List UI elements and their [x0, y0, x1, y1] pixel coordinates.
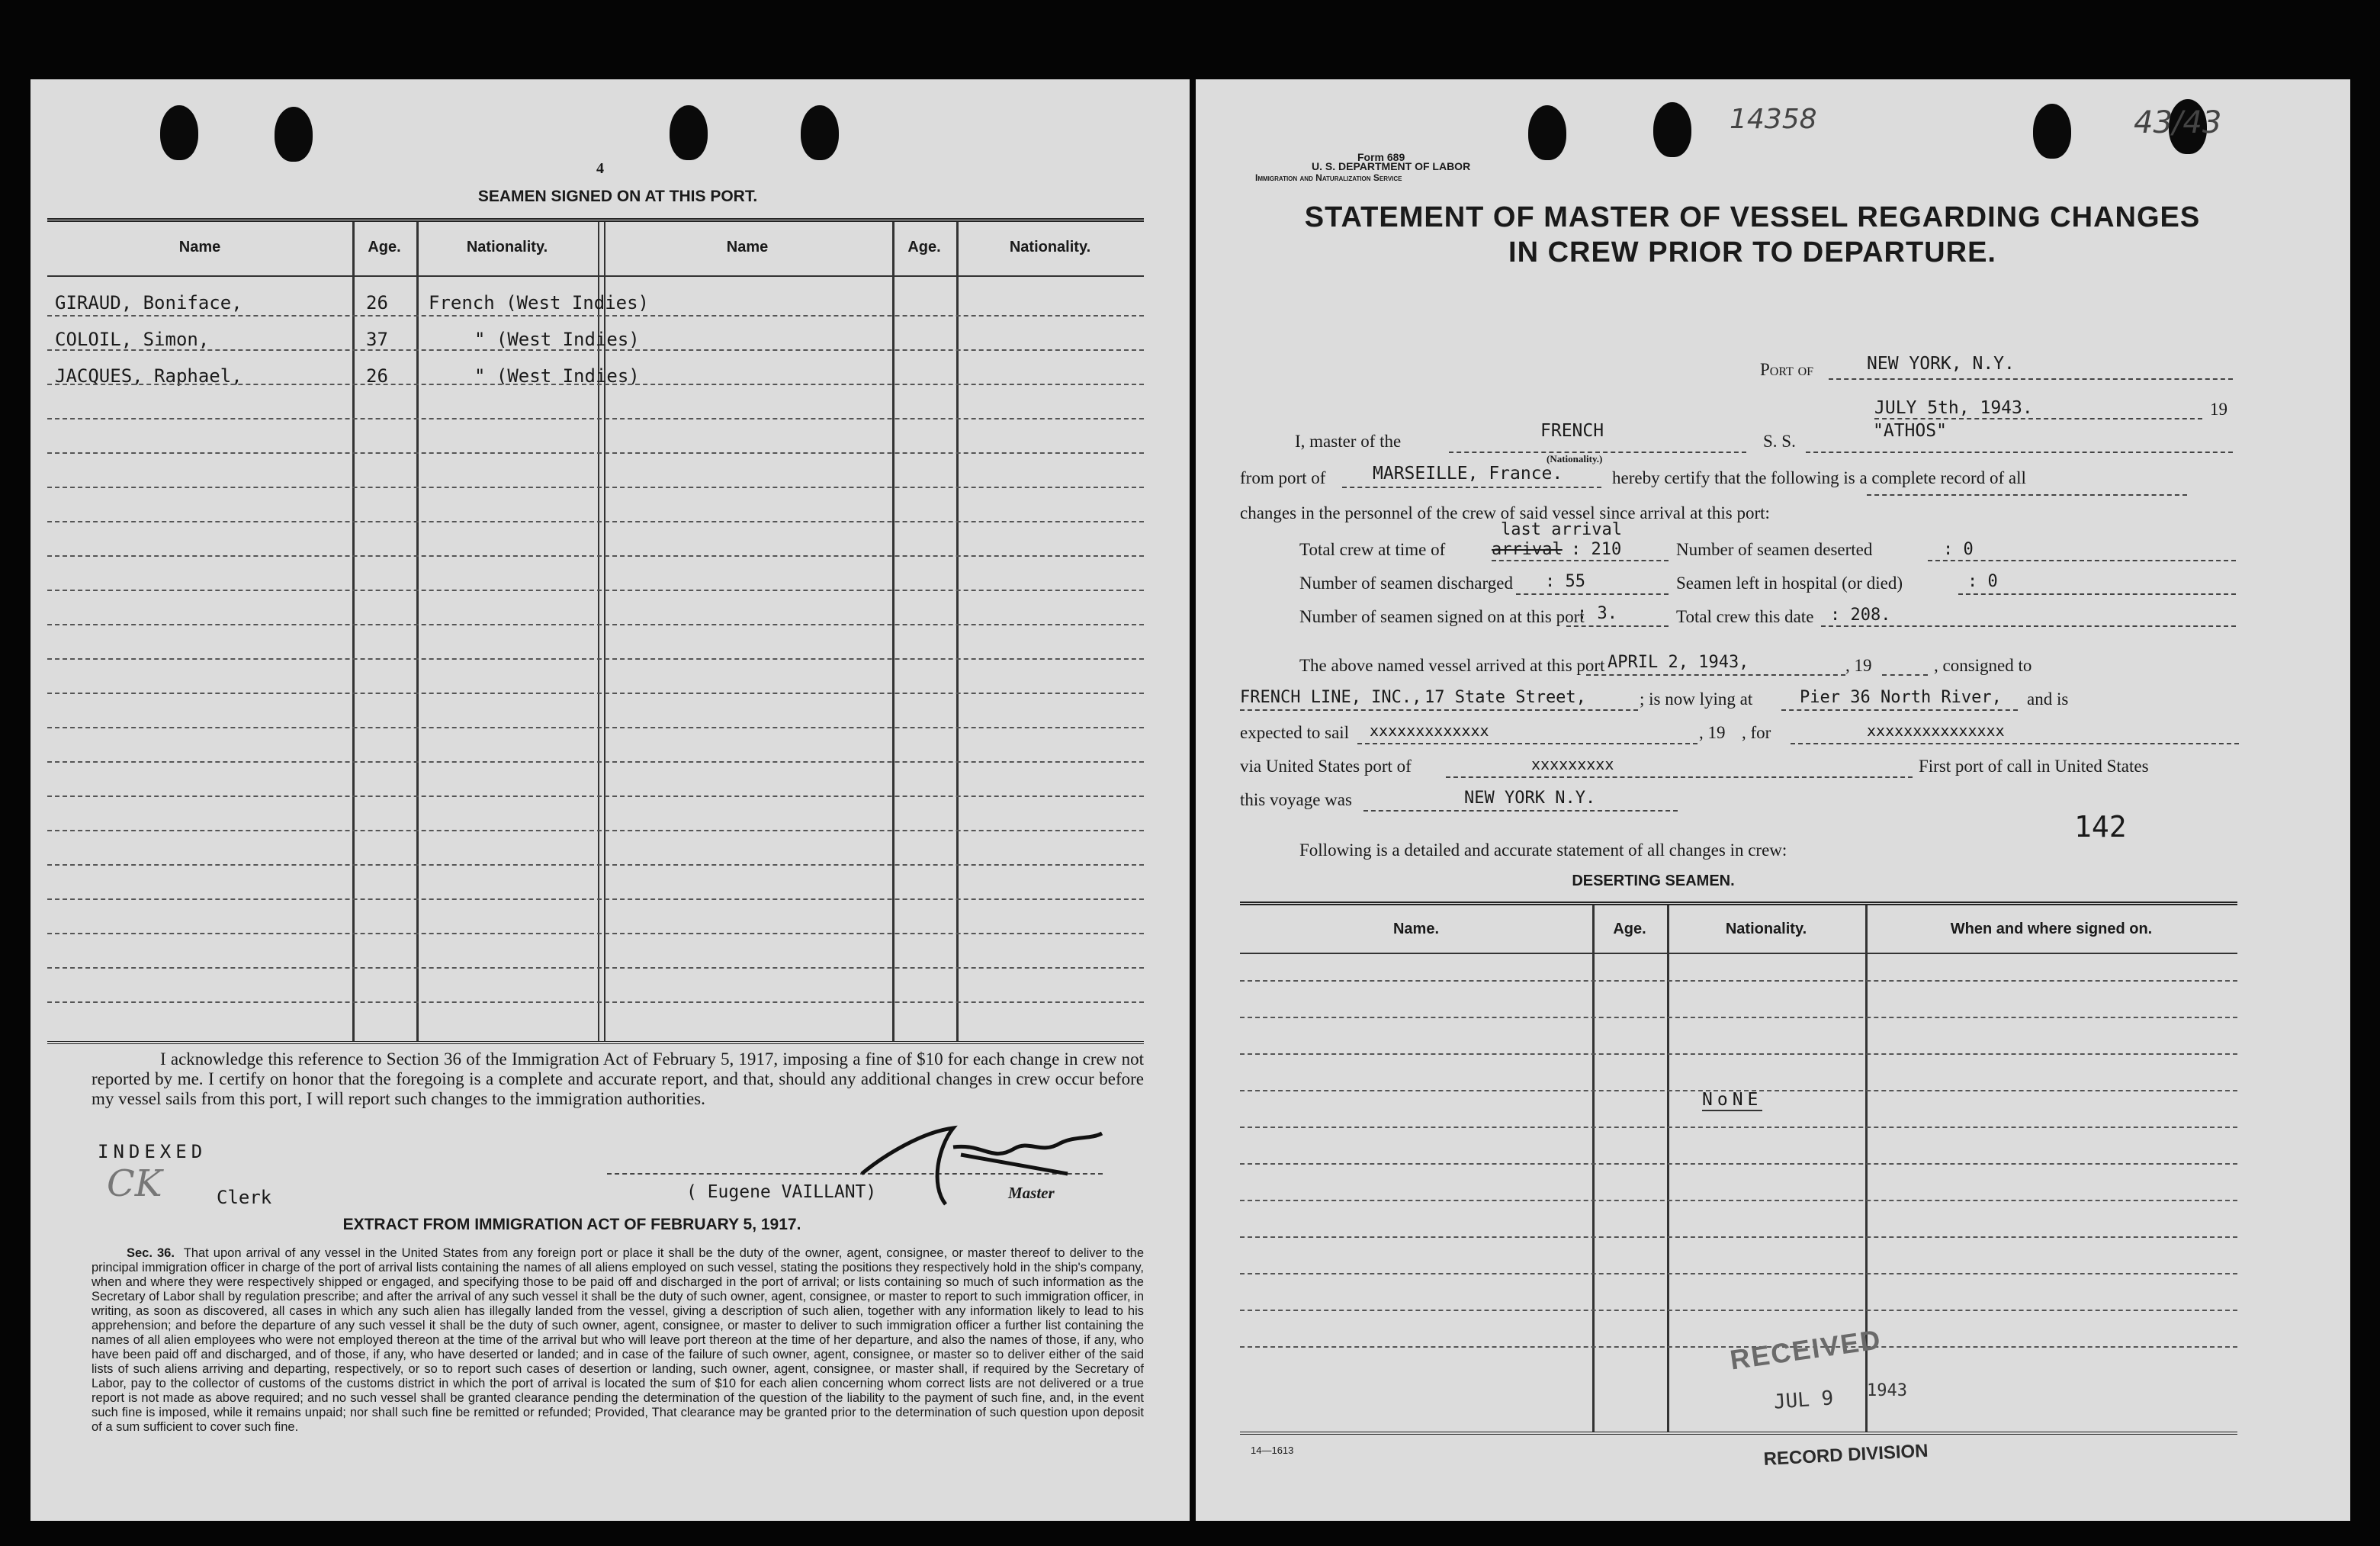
row-rule [47, 1001, 1144, 1003]
consignee: FRENCH LINE, INC., [1240, 688, 1422, 707]
form-title-line2: IN CREW PRIOR TO DEPARTURE. [1508, 236, 1996, 268]
col-header-signed-on: When and where signed on. [1950, 921, 2153, 937]
last-arrival-note: last arrival [1501, 520, 1622, 539]
acknowledgement-text: I acknowledge this reference to Section 36 of the Immigration Act of February 5, 1917, imposing a fine of $10 for each change in crew not reported by me. I certify on honor that the foregoing is a complete and accurate report, and that, should any additional changes in crew occur before my vessel sails from this port, I will report such changes to the immigration authorities. [92, 1049, 1144, 1108]
nationality-caption: (Nationality.) [1547, 453, 1603, 464]
col-divider [956, 222, 959, 1041]
hospital-label: Seamen left in hospital (or died) [1676, 574, 1903, 593]
stamp-date: JUL 9 [1773, 1387, 1835, 1414]
from-port-label: from port of [1240, 468, 1326, 487]
discharged-line [1516, 593, 1669, 595]
extract-section: Sec. 36. [127, 1246, 175, 1260]
punch-hole [160, 105, 198, 160]
deserting-table [1240, 902, 2237, 1435]
consignee-address: 17 State Street, [1424, 688, 1586, 707]
total-crew-value: : 210 [1571, 540, 1622, 559]
seaman-name: JACQUES, Raphael, [55, 365, 242, 387]
punch-hole [1528, 105, 1566, 160]
port-value: NEW YORK, N.Y. [1867, 354, 2015, 374]
seaman-nationality: " (West Indies) [474, 365, 640, 387]
total-date-label: Total crew this date [1676, 607, 1814, 626]
ship-line [1806, 452, 2233, 453]
row-rule [47, 315, 1144, 317]
punch-hole [275, 107, 313, 162]
certify-text: hereby certify that the following is a complete record of all [1612, 468, 2026, 487]
signed-on-label: Number of seamen signed on at this port [1299, 607, 1585, 626]
row-rule [1240, 1273, 2237, 1274]
col-header-age: Age. [1613, 921, 1646, 937]
master-name: ( Eugene VAILLANT) [686, 1182, 877, 1202]
row-rule [47, 384, 1144, 385]
for-line [1791, 743, 2239, 744]
arrived-19-line [1882, 674, 1928, 676]
voyage-value: NEW YORK N.Y. [1464, 789, 1596, 808]
deserted-value: : 0 [1943, 540, 1974, 559]
master-label: Master [1008, 1184, 1055, 1202]
row-rule [47, 933, 1144, 934]
row-rule [47, 967, 1144, 969]
extract-title: EXTRACT FROM IMMIGRATION ACT OF FEBRUARY 5, 1917. [342, 1216, 801, 1233]
right-page [1196, 79, 2350, 1521]
signed-on-value: : 3. [1577, 604, 1617, 623]
handwritten-number: 14358 [1730, 104, 1817, 135]
extract-text: That upon arrival of any vessel in the United States from any foreign port or place it shall be the duty of the owner, agent, consignee, or master thereof to deliver to the principal immigration officer in charge of the port of arrival lists containing the names of all aliens employed on such vessel, stating the positions they respectively hold in the ship's company, when and where they were respectively shipped or engaged, and specifying those to be paid off and discharged in the port of arrival; or lists containing so much of such information as the Secretary of Labor shall by regulation prescribe; and after the arrival of any such vessel it shall be the duty of such owner, agent, consignee, or master to report to such immigration officer, in writing, as soon as discovered, all cases in which any such alien has illegally landed from the vessel, giving a description of such alien, together with any information likely to lead to his apprehension; and before the departure of any such vessel it shall be the duty of such owner, agent, consignee, or master to deliver to such immigration officer a further list containing the names of all alien employees who were not employed thereon at the time of the arrival but who will leave port thereon at the time of her departure, and also the names of those, if any, who have been paid off and discharged, and of those, if any, who have deserted or landed; and in case of the failure of such owner, agent, consignee, or master so to deliver either of the said lists of such aliens arriving and departing, respectively, or so to report such cases of desertion or landing, such owner, agent, consignee, or master shall, if required by the Secretary of Labor, pay to the collector of customs of the customs district in which the port of arrival is located the sum of $10 for each alien concerning whom correct lists are not delivered or a true report is not made as above required; and no such vessel shall be granted clearance pending the determination of the question of the liability to the payment of such fine, and, in the event such fine is imposed, while it remains unpaid; nor shall such fine be remitted or refunded; Provided, That clearance may be granted prior to the determination of such question upon deposit of a sum sufficient to cover such fine. [92, 1246, 1144, 1434]
form-title-line1: STATEMENT OF MASTER OF VESSEL REGARDING CHANGES [1304, 201, 2201, 233]
consignee-line [1240, 709, 1638, 711]
seaman-name: COLOIL, Simon, [55, 329, 210, 350]
header-rule [1240, 953, 2237, 954]
col-divider [416, 222, 419, 1041]
date-line [1867, 494, 2187, 496]
row-rule [1240, 980, 2237, 982]
row-rule [1240, 1053, 2237, 1055]
nationality-value: FRENCH [1540, 421, 1604, 441]
total-date-value: : 208. [1830, 606, 1891, 625]
row-rule [47, 761, 1144, 763]
col-header-nationality-2: Nationality. [1009, 239, 1091, 256]
ship-name: "ATHOS" [1873, 421, 1947, 441]
arrived-value: APRIL 2, 1943, [1608, 653, 1749, 672]
discharged-value: : 55 [1545, 572, 1585, 591]
expected-value: xxxxxxxxxxxxx [1370, 722, 1489, 740]
seaman-age: 37 [366, 329, 388, 350]
date-line-main [1874, 418, 2202, 419]
and-is-label: and is [2027, 689, 2069, 709]
deserted-label: Number of seamen deserted [1676, 540, 1873, 559]
arrived-text: The above named vessel arrived at this port [1299, 656, 1605, 675]
first-port-label: First port of call in United States [1919, 757, 2149, 776]
col-header-nationality: Nationality. [466, 239, 548, 256]
page-number: 4 [596, 160, 604, 177]
header-rule [47, 275, 1144, 277]
form-number: Form 689 [1357, 151, 1405, 163]
row-rule [47, 487, 1144, 488]
row-rule [1240, 1200, 2237, 1201]
row-rule [47, 693, 1144, 694]
row-rule [47, 658, 1144, 660]
total-date-line [1821, 625, 2236, 627]
row-rule [1240, 1090, 2237, 1091]
lying-at-label: ; is now lying at [1640, 689, 1753, 709]
clerk-label: Clerk [217, 1187, 272, 1208]
for-label: , for [1742, 723, 1771, 742]
col-header-name: Name [178, 239, 221, 256]
department-label: U. S. DEPARTMENT OF LABOR [1312, 160, 1471, 172]
lying-at-line [1781, 709, 2018, 711]
row-rule [47, 418, 1144, 419]
hospital-line [1958, 593, 2236, 595]
stamped-number: 142 [2074, 810, 2127, 844]
seaman-name: GIRAUD, Boniface, [55, 292, 242, 313]
row-rule [47, 349, 1144, 351]
arrived-19: , 19 [1845, 656, 1872, 675]
ss-label: S. S. [1763, 432, 1796, 451]
deserted-line [1928, 560, 2236, 561]
total-crew-line [1492, 560, 1669, 561]
deserting-title: DESERTING SEAMEN. [1572, 873, 1735, 889]
col-divider [892, 222, 895, 1041]
seaman-nationality: " (West Indies) [474, 329, 640, 350]
consigned-to-label: , consigned to [1934, 656, 2032, 675]
row-rule [1240, 1310, 2237, 1311]
punch-hole [2033, 104, 2071, 159]
struck-word: arrival [1492, 540, 1563, 559]
row-rule [47, 727, 1144, 728]
row-rule [1240, 1163, 2237, 1165]
footer-code: 14—1613 [1251, 1445, 1294, 1456]
row-rule [47, 898, 1144, 900]
via-line [1446, 776, 1913, 778]
col-header-age-2: Age. [907, 239, 941, 256]
extract-body [92, 1246, 1144, 1435]
expected-line [1357, 743, 1697, 744]
record-division-stamp: RECORD DIVISION [1763, 1440, 1929, 1470]
row-rule [47, 830, 1144, 831]
section-title: SEAMEN SIGNED ON AT THIS PORT. [477, 188, 758, 205]
none-entry: NoNE [1702, 1090, 1763, 1110]
from-port-value: MARSEILLE, France. [1373, 464, 1563, 484]
from-port-line [1342, 487, 1601, 488]
col-divider [1667, 905, 1669, 1432]
seaman-age: 26 [366, 365, 388, 387]
row-rule [47, 795, 1144, 797]
service-label: Immigration and Naturalization Service [1255, 172, 1402, 183]
row-rule [1240, 1236, 2237, 1238]
changes-text: changes in the personnel of the crew of said vessel since arrival at this port: [1240, 503, 1770, 522]
expected-label: expected to sail [1240, 723, 1350, 742]
col-header-age: Age. [368, 239, 401, 256]
total-crew-label: Total crew at time of [1299, 540, 1446, 559]
col-header-nationality: Nationality. [1725, 921, 1807, 937]
row-rule [47, 555, 1144, 557]
port-line [1829, 378, 2233, 380]
hospital-value: : 0 [1967, 572, 1998, 591]
punch-hole [1653, 102, 1691, 157]
row-rule [47, 452, 1144, 454]
left-page [31, 79, 1190, 1521]
row-rule [1240, 1017, 2237, 1018]
row-rule [47, 624, 1144, 625]
col-divider [1592, 905, 1595, 1432]
via-label: via United States port of [1240, 757, 1412, 776]
master-of-label: I, master of the [1295, 432, 1402, 451]
date-value: JULY 5th, 1943. [1874, 398, 2033, 418]
indexed-label: INDEXED [98, 1141, 207, 1162]
following-text: Following is a detailed and accurate statement of all changes in crew: [1299, 840, 1787, 860]
row-rule [47, 521, 1144, 522]
col-header-name: Name. [1392, 921, 1440, 937]
signed-on-line [1566, 625, 1669, 627]
seamen-table [47, 218, 1144, 1044]
stamp-year: 1943 [1867, 1381, 1907, 1400]
lying-at-value: Pier 36 North River, [1800, 688, 2002, 707]
page-marks: 43/43 [2134, 105, 2222, 140]
row-rule [47, 590, 1144, 591]
voyage-line [1363, 810, 1678, 812]
voyage-label: this voyage was [1240, 790, 1352, 809]
for-value: xxxxxxxxxxxxxxx [1867, 722, 2005, 740]
via-value: xxxxxxxxx [1531, 755, 1614, 773]
seaman-age: 26 [366, 292, 388, 313]
row-rule [47, 864, 1144, 866]
row-rule [1240, 1127, 2237, 1128]
punch-hole [670, 105, 708, 160]
arrived-line [1586, 674, 1845, 676]
clerk-initials: CK [107, 1162, 162, 1205]
expected-19: , 19 [1699, 723, 1726, 742]
discharged-label: Number of seamen discharged [1299, 574, 1513, 593]
port-label: Port of [1760, 360, 1814, 379]
received-stamp: RECEIVED [1728, 1323, 1884, 1376]
seaman-nationality: French (West Indies) [429, 292, 649, 313]
date-suffix: 19 [2210, 400, 2227, 419]
punch-hole [801, 105, 839, 160]
col-divider [352, 222, 355, 1041]
col-header-name-2: Name [726, 239, 769, 256]
master-signature [839, 1101, 1121, 1223]
